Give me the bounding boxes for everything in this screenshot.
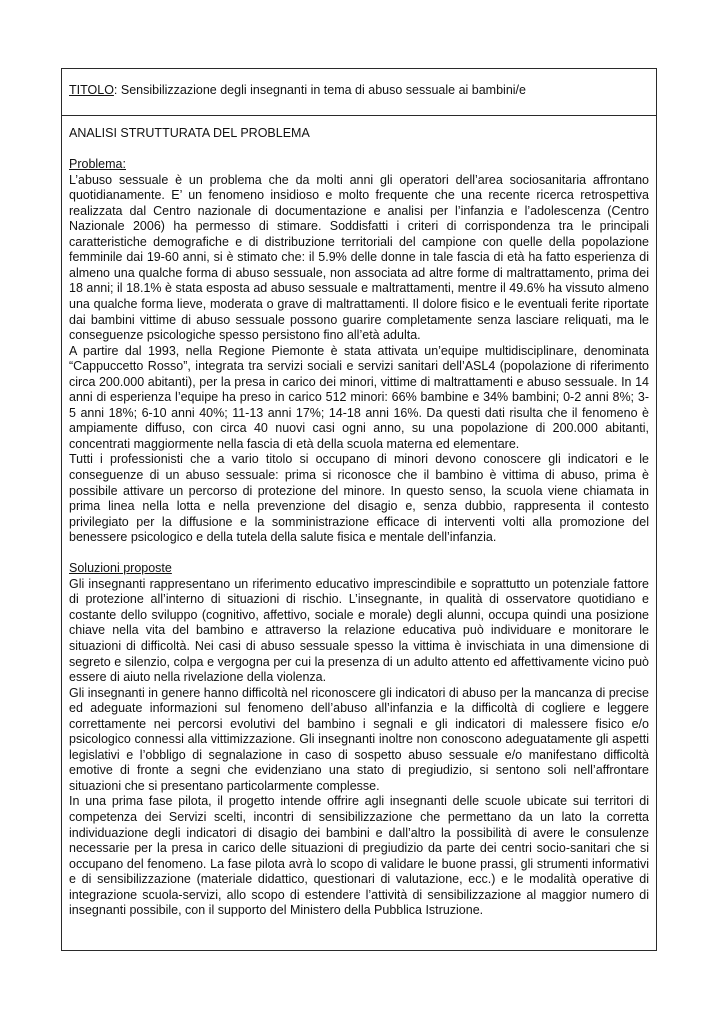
document-table <box>61 68 657 951</box>
problem-heading: Problema: <box>69 157 126 172</box>
solutions-heading: Soluzioni proposte <box>69 561 172 576</box>
problem-paragraph: A partire dal 1993, nella Regione Piemonte è stata attivata un’equipe multidisciplinare, denominata “Cappuccetto Rosso”, integrata tra servizi sociali e servizi sanitari dell’ASL4 (popolazione di riferimento circa 200.000 abitanti), per la presa in carico dei minori, vittime di maltrattamenti e abuso sessuale. In 14 anni di esperienza l’equipe ha preso in carico 512 minori: 66% bambine e 34% bambini; 0-2 anni 8%; 3-5 anni 18%; 6-10 anni 40%; 11-13 anni 17%; 14-18 anni 16%. Da questi dati risulta che il fenomeno è ampiamente diffuso, con circa 40 nuovi casi ogni anno, su una popolazione di 200.000 abitanti, concentrati maggiormente nella fascia di età della scuola materna ed elementare. <box>69 343 649 451</box>
section-spacer <box>69 546 649 562</box>
solutions-paragraph: Gli insegnanti rappresentano un riferimento educativo imprescindibile e soprattutto un potenziale fattore di protezione all’interno di situazioni di rischio. L’insegnante, in qualità di osservatore quotidiano e costante dello sviluppo (cognitivo, affettivo, sociale e morale) degli alunni, occupa quindi una posizione chiave nella vita del bambino e attraverso la relazione educativa può individuare e monitorare le situazioni di difficoltà. Nei casi di abuso sessuale spesso la vittima è invischiata in una dimensione di segreto e silenzio, colpa e vergogna per cui la presenza di un adulto attento ed affettivamente vicino può essere di aiuto nella rivelazione della violenza. <box>69 576 649 685</box>
problem-paragraph: L’abuso sessuale è un problema che da molti anni gli operatori dell’area sociosanitaria affrontano quotidianamente. E’ un fenomeno insidioso e molto frequente che una recente ricerca retrospettiva realizzata dal Centro nazionale di documentazione e analisi per l’infanzia e l’adolescenza (Centro Nazionale 2006) ha permesso di stimare. Soddisfatti i criteri di corrispondenza tra le principali caratteristiche demografiche e di distribuzione territoriali del campione con quelle della popolazione femminile dai 19-60 anni, si è stimato che: il 5.9% delle donne in tale fascia di età ha fatto esperienza di almeno una qualche forma di abuso sessuale, non associata ad altre forme di maltrattamento, prima dei 18 anni; il 18.1% è stata esposta ad abuso sessuale e maltrattamenti, mentre il 49.6% ha vissuto almeno una qualche forma lieve, moderata o grave di maltrattamenti. Il dolore fisico e le eventuali ferite riportate dai bambini vittime di abuso sessuale possono guarire completamente senza lasciare reliquati, ma le conseguenze psicologiche spesso persistono fino all’età adulta. <box>69 172 649 343</box>
solutions-paragraph: Gli insegnanti in genere hanno difficoltà nel riconoscere gli indicatori di abuso per la mancanza di precise ed adeguate informazioni sul fenomeno dell’abuso all’infanzia e la difficoltà di cogliere e leggere correttamente nei percorsi evolutivi del bambino i segnali e gli indicatori di malessere fisico e/o psicologico connessi alla vittimizzazione. Gli insegnanti inoltre non conoscono adeguatamente gli aspetti legislativi e l’obbligo di segnalazione in caso di sospetto abuso sessuale e/o manifestano difficoltà emotive di fronte a segni che evidenziano una stato di pregiudizio, si sentono soli nell’affrontare situazioni che si presentano particolarmente complesse. <box>69 685 649 793</box>
problem-paragraph: Tutti i professionisti che a vario titolo si occupano di minori devono conoscere gli indicatori e le conseguenze di un abuso sessuale: prima si riconosce che il bambino è vittima di abuso, prima è possibile attivare un percorso di protezione del minore. In questo senso, la scuola viene chiamata in prima linea nella lotta e nella prevenzione del disagio e, senza dubbio, rappresenta il contesto privilegiato per la diffusione e la somministrazione efficace di interventi volti alla promozione del benessere psicologico e della tutela della salute fisica e mentale dell’infanzia. <box>69 452 649 545</box>
analysis-heading: ANALISI STRUTTURATA DEL PROBLEMA <box>69 126 310 140</box>
solutions-paragraph: In una prima fase pilota, il progetto intende offrire agli insegnanti delle scuole ubicate sui territori di competenza dei Servizi scelti, incontri di sensibilizzazione che permettano da un lato la corretta individuazione degli indicatori di disagio dei bambini e dall’altro la possibilità di avere le consulenze necessarie per la presa in carico delle situazioni di pregiudizio da parte dei centri socio-sanitari che si occupano del fenomeno. La fase pilota avrà lo scopo di validare le buone prassi, gli strumenti informativi e di sensibilizzazione (materiale didattico, questionari di valutazione, ecc.) e le modalità operative di integrazione scuola-servizi, allo scopo di estendere l’attività di sensibilizzazione al maggior numero di insegnanti possibile, con il supporto del Ministero della Pubblica Istruzione. <box>69 794 649 918</box>
title-label: TITOLO <box>69 83 114 97</box>
title-text: : Sensibilizzazione degli insegnanti in tema di abuso sessuale ai bambini/e <box>113 83 526 97</box>
analysis-section <box>62 116 656 919</box>
title-row <box>62 69 656 116</box>
